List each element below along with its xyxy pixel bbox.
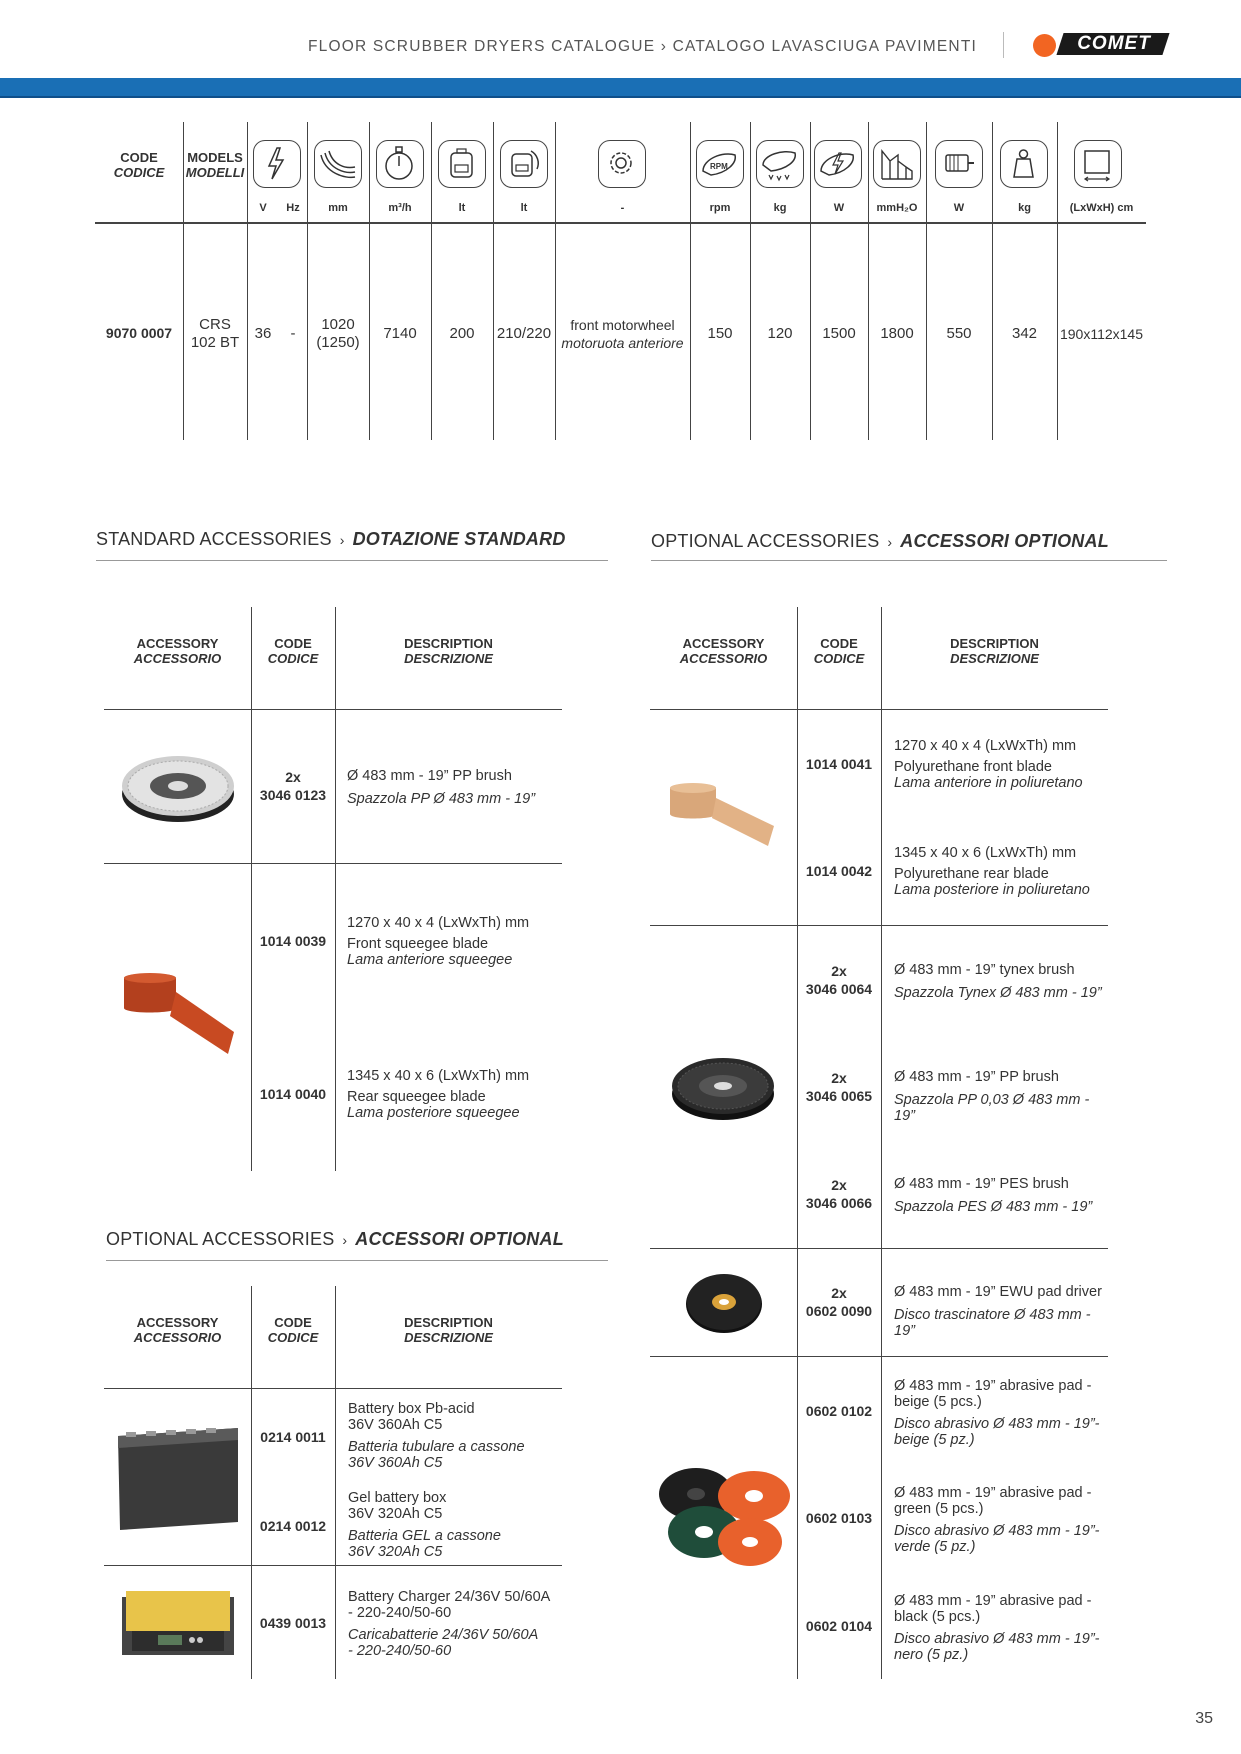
opt-right-desc-en: Ø 483 mm - 19” PES brush [894,1176,1069,1192]
std-row-rule [104,863,562,864]
std-item-code: 1014 0040 [259,1086,327,1102]
spec-rpm: 150 [707,325,733,342]
opt-right-desc-en1: Ø 483 mm - 19” abrasive pad - [894,1593,1092,1609]
pp-brush-image [120,746,236,824]
spec-dimensions: 190x112x145 [1059,326,1144,342]
optional-right-title: OPTIONAL ACCESSORIES › ACCESSORI OPTIONAL [651,531,1109,551]
std-item-code-value: 3046 0123 [259,787,327,803]
opt-right-desc-it2: beige (5 pz.) [894,1432,975,1448]
opt-right-item-qty: 2x [831,1070,847,1086]
opt-left-item-description [348,1490,563,1560]
std-item-desc-size: 1270 x 40 x 4 (LxWxTh) mm [347,915,530,931]
opt-left-desc-it2: - 220-240/50-60 [348,1643,452,1659]
opt-right-col-accessory [650,636,797,666]
opt-left-desc-it2: 36V 320Ah C5 [348,1544,443,1560]
opt-left-item-code: 0214 0012 [259,1518,327,1534]
optional-left-title: OPTIONAL ACCESSORIES › ACCESSORI OPTIONAL [106,1229,564,1249]
opt-right-desc-it1: Disco abrasivo Ø 483 mm - 19”- [894,1631,1100,1647]
header-blue-bar [0,78,1241,96]
standard-title-rule [96,560,608,561]
pad-driver-image [684,1270,764,1334]
optional-right-title-en: OPTIONAL ACCESSORIES [651,531,880,551]
std-item-desc-size: 1345 x 40 x 6 (LxWxTh) mm [347,1068,530,1084]
opt-left-item-code: 0439 0013 [259,1615,327,1631]
standard-title-it: DOTAZIONE STANDARD [352,529,566,549]
spec-weight: 342 [1011,325,1038,342]
opt-left-col-accessory-en: ACCESSORY [136,1315,219,1330]
opt-right-item-qty: 2x [831,1177,847,1193]
std-item-desc-en: Front squeegee blade [347,936,489,952]
unit-traction: - [620,202,625,214]
std-item-desc-en: Rear squeegee blade [347,1089,486,1105]
std-item-desc-it: Lama anteriore squeegee [347,952,513,968]
standard-title-en: STANDARD ACCESSORIES [96,529,332,549]
opt-right-desc-en: Ø 483 mm - 19” tynex brush [894,962,1075,978]
spec-traction-it: motoruota anteriore [561,335,684,351]
spec-col-divider [750,122,751,440]
standard-accessories-title: STANDARD ACCESSORIES › DOTAZIONE STANDARD [96,529,566,549]
spec-model-line1: CRS [199,316,231,333]
opt-left-desc-it1: Caricabatterie 24/36V 50/60A [348,1627,539,1643]
opt-left-header-rule [104,1388,562,1389]
std-col-divider [335,607,336,1171]
opt-left-desc-it1: Batteria tubulare a cassone [348,1439,525,1455]
opt-left-desc-en1: Battery box Pb-acid [348,1401,475,1417]
unit-v: V [259,202,267,214]
opt-right-item-description [894,845,1108,898]
vacuum-motor-icon [935,140,983,188]
opt-right-item-description [894,1176,1108,1215]
comet-logo-dot-icon [1033,34,1056,57]
opt-left-desc-it1: Batteria GEL a cassone [348,1528,501,1544]
opt-right-item-code-value: 3046 0066 [805,1195,873,1211]
opt-right-col-description-it: DESCRIZIONE [950,651,1039,666]
opt-right-col-description-en: DESCRIPTION [950,636,1039,651]
spec-width-line1: 1020 [321,316,355,333]
spec-col-divider [247,122,248,440]
unit-lt-clean: lt [458,202,466,214]
opt-left-col-accessory-it: ACCESSORIO [133,1330,222,1345]
spec-col-divider [369,122,370,440]
opt-right-desc-size: 1270 x 40 x 4 (LxWxTh) mm [894,738,1077,754]
opt-right-desc-it: Spazzola Tynex Ø 483 mm - 19” [894,985,1102,1001]
std-col-description [335,636,562,666]
spec-code: 9070 0007 [105,325,173,341]
spec-col-divider [926,122,927,440]
optional-right-title-it: ACCESSORI OPTIONAL [900,531,1109,551]
opt-left-col-code [251,1315,335,1345]
std-item-code: 1014 0039 [259,933,327,949]
std-col-accessory-en: ACCESSORY [136,636,219,651]
opt-right-desc-en2: beige (5 pcs.) [894,1394,982,1410]
header-blue-bar-edge [0,96,1241,98]
opt-right-desc-it2: nero (5 pz.) [894,1647,969,1663]
opt-right-header-rule [650,709,1108,710]
stopwatch-productivity-icon [376,140,424,188]
std-col-description-it: DESCRIZIONE [404,651,493,666]
unit-weight: kg [1018,202,1031,214]
spec-col-divider [493,122,494,440]
opt-right-item-description [894,738,1108,791]
opt-left-item-description [348,1401,563,1471]
spec-vacuum: 1800 [880,325,914,342]
opt-right-desc-en1: Ø 483 mm - 19” abrasive pad - [894,1378,1092,1394]
spec-header-code-en: CODE [120,150,158,165]
opt-right-item-code: 0602 0102 [805,1403,873,1419]
brush-rpm-icon [696,140,744,188]
opt-left-desc-en2: - 220-240/50-60 [348,1605,452,1621]
opt-right-col-description [881,636,1108,666]
optional-left-title-en: OPTIONAL ACCESSORIES [106,1229,335,1249]
std-item-qty: 2x [285,769,301,785]
spec-model-line2: 102 BT [190,334,240,351]
opt-left-col-code-it: CODICE [267,1330,319,1345]
opt-right-desc-it: Spazzola PES Ø 483 mm - 19” [894,1199,1093,1215]
unit-m3h: m³/h [388,202,412,214]
unit-dims: (LxWxH) cm [1069,202,1134,214]
std-col-code-it: CODICE [267,651,319,666]
spec-traction-en: front motorwheel [570,317,675,333]
std-col-code [251,636,335,666]
spec-col-divider [431,122,432,440]
opt-right-col-code-en: CODE [820,636,858,651]
comet-logo: COMET [1077,33,1151,54]
opt-right-col-accessory-it: ACCESSORIO [679,651,768,666]
std-item-desc-it: Lama posteriore squeegee [347,1105,520,1121]
header-divider [1003,32,1004,58]
opt-left-row-rule [104,1565,562,1566]
opt-right-item-description [894,1378,1108,1448]
battery-box-image [118,1418,238,1530]
spec-vacuum-power: 550 [946,325,972,342]
std-item-description [347,915,562,968]
opt-right-col-code [797,636,881,666]
polyurethane-blade-image [668,782,776,848]
std-item-description [347,768,562,807]
unit-lt-recovery: lt [520,202,528,214]
std-col-code-en: CODE [274,636,312,651]
brush-image [671,1050,775,1122]
spec-productivity: 7140 [383,325,417,342]
opt-right-item-description [894,1485,1108,1555]
opt-right-item-code [797,962,881,998]
opt-right-desc-it2: verde (5 pz.) [894,1539,976,1555]
opt-right-col-accessory-en: ACCESSORY [682,636,765,651]
opt-right-desc-en: Ø 483 mm - 19” PP brush [894,1069,1059,1085]
unit-brush-w: W [833,202,845,214]
opt-right-desc-it: Spazzola PP 0,03 Ø 483 mm - 19” [894,1092,1090,1124]
opt-right-col-divider [881,607,882,1679]
spec-width [307,316,369,352]
opt-left-item-description [348,1589,563,1659]
opt-left-desc-en2: 36V 360Ah C5 [348,1417,443,1433]
spec-model [183,316,247,352]
std-col-accessory [104,636,251,666]
recovery-tank-icon [500,140,548,188]
clean-water-tank-icon [438,140,486,188]
opt-right-col-code-it: CODICE [813,651,865,666]
opt-right-item-code: 0602 0103 [805,1510,873,1526]
spec-col-divider [555,122,556,440]
spec-col-divider [992,122,993,440]
std-item-desc-en: Ø 483 mm - 19” PP brush [347,768,512,784]
brush-width-icon [314,140,362,188]
spec-col-divider [868,122,869,440]
opt-right-row-rule [650,1356,1108,1357]
spec-brush-power: 1500 [822,325,856,342]
spec-hz: - [290,325,296,342]
opt-left-col-description-it: DESCRIZIONE [404,1330,493,1345]
spec-col-divider [307,122,308,440]
optional-left-title-rule [106,1260,608,1261]
unit-hz: Hz [286,202,300,214]
opt-right-item-qty: 2x [831,1285,847,1301]
opt-right-desc-en2: green (5 pcs.) [894,1501,984,1517]
std-item-desc-it: Spazzola PP Ø 483 mm - 19” [347,791,536,807]
opt-right-item-code [797,1069,881,1105]
std-item-description [347,1068,562,1121]
spec-recovery-tank: 210/220 [496,325,552,342]
unit-vac-w: W [953,202,965,214]
opt-right-item-code: 0602 0104 [805,1618,873,1634]
spec-header-code-it: CODICE [113,165,165,180]
opt-right-desc-it1: Disco abrasivo Ø 483 mm - 19”- [894,1523,1100,1539]
opt-right-item-code: 1014 0041 [805,756,873,772]
page-number: 35 [1195,1710,1213,1727]
opt-right-item-qty: 2x [831,963,847,979]
dimensions-icon [1074,140,1122,188]
gear-traction-icon [598,140,646,188]
spec-col-divider [690,122,691,440]
opt-right-desc-en: Polyurethane front blade [894,759,1052,775]
voltage-icon [253,140,301,188]
opt-left-item-code: 0214 0011 [260,1429,326,1445]
opt-right-desc-en: Polyurethane rear blade [894,866,1049,882]
opt-right-item-code [797,1284,881,1320]
opt-right-desc-it: Lama anteriore in poliuretano [894,775,1083,791]
spec-header-code [95,150,183,180]
unit-rpm: rpm [709,202,731,214]
opt-right-item-code-value: 0602 0090 [805,1303,873,1319]
vacuum-icon [873,140,921,188]
squeegee-blade-image [120,972,238,1058]
opt-right-desc-it: Disco trascinatore Ø 483 mm - 19” [894,1307,1091,1339]
opt-right-desc-it1: Disco abrasivo Ø 483 mm - 19”- [894,1416,1100,1432]
spec-header-models [183,150,247,180]
spec-clean-tank: 200 [449,325,475,342]
opt-right-desc-en: Ø 483 mm - 19” EWU pad driver [894,1284,1102,1300]
std-header-rule [104,709,562,710]
brush-motor-power-icon [814,140,862,188]
opt-right-item-description [894,1593,1108,1663]
opt-left-col-accessory [104,1315,251,1345]
opt-left-col-code-en: CODE [274,1315,312,1330]
unit-brush-kg: kg [773,202,787,214]
opt-right-item-description [894,962,1108,1001]
opt-right-item-description [894,1284,1108,1339]
spec-header-rule [95,222,1146,224]
spec-header-models-it: MODELLI [185,165,245,180]
opt-right-desc-en2: black (5 pcs.) [894,1609,981,1625]
spec-width-line2: (1250) [316,334,360,351]
opt-right-row-rule [650,925,1108,926]
rpm-icon-label: RPM [710,162,728,171]
brush-pressure-icon [756,140,804,188]
opt-right-item-code-value: 3046 0064 [805,981,873,997]
opt-left-desc-en2: 36V 320Ah C5 [348,1506,443,1522]
std-item-code [251,768,335,804]
opt-left-desc-en1: Gel battery box [348,1490,447,1506]
opt-right-desc-it: Lama posteriore in poliuretano [894,882,1090,898]
opt-right-desc-size: 1345 x 40 x 6 (LxWxTh) mm [894,845,1077,861]
spec-col-divider [1057,122,1058,440]
spec-traction [555,316,690,352]
catalogue-title: FLOOR SCRUBBER DRYERS CATALOGUE › CATALOGO LAVASCIUGA PAVIMENTI [307,38,977,55]
opt-right-item-code-value: 3046 0065 [805,1088,873,1104]
opt-left-desc-en1: Battery Charger 24/36V 50/60A [348,1589,551,1605]
spec-header-models-en: MODELS [187,150,243,165]
spec-col-divider [810,122,811,440]
optional-left-title-it: ACCESSORI OPTIONAL [355,1229,564,1249]
battery-charger-image [122,1589,234,1655]
opt-left-desc-it2: 36V 360Ah C5 [348,1455,443,1471]
opt-right-desc-en1: Ø 483 mm - 19” abrasive pad - [894,1485,1092,1501]
unit-vacuum: mmH₂O [876,202,918,214]
unit-mm: mm [328,202,348,214]
abrasive-pads-image [658,1466,792,1568]
optional-right-title-rule [651,560,1167,561]
opt-right-item-description [894,1069,1108,1124]
opt-right-row-rule [650,1248,1108,1249]
opt-right-item-code [797,1176,881,1212]
opt-right-item-code: 1014 0042 [805,863,873,879]
weight-icon [1000,140,1048,188]
spec-voltage: 36 [254,325,272,342]
opt-left-col-description-en: DESCRIPTION [404,1315,493,1330]
opt-left-col-description [335,1315,562,1345]
std-col-description-en: DESCRIPTION [404,636,493,651]
spec-brush-pressure: 120 [767,325,793,342]
std-col-accessory-it: ACCESSORIO [133,651,222,666]
